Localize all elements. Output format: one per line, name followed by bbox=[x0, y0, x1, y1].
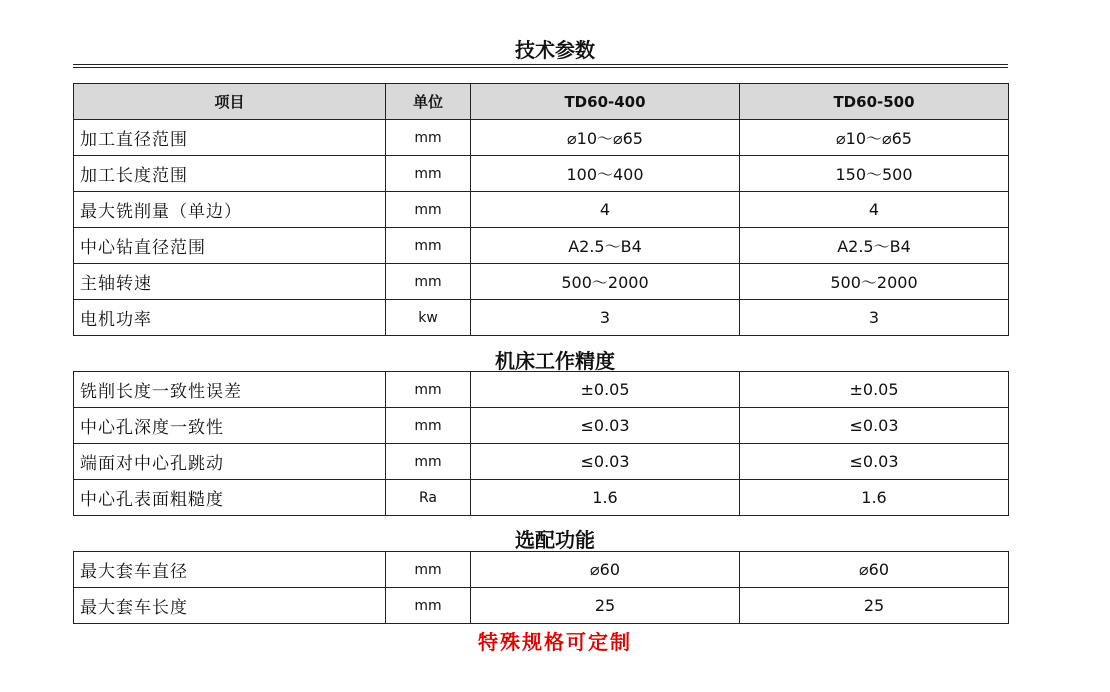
row-value-2: 1.6 bbox=[740, 480, 1009, 516]
options-section-title: 选配功能 bbox=[515, 528, 595, 552]
row-name: 主轴转速 bbox=[74, 264, 386, 300]
row-unit: mm bbox=[386, 120, 471, 156]
row-unit: mm bbox=[386, 156, 471, 192]
row-value-1: 100～400 bbox=[471, 156, 740, 192]
options-table bbox=[73, 551, 1009, 624]
row-value-2: A2.5～B4 bbox=[740, 228, 1009, 264]
table-row bbox=[74, 552, 1009, 588]
row-value-2: ±0.05 bbox=[740, 372, 1009, 408]
page-title: 技术参数 bbox=[515, 38, 595, 62]
row-value-2: ⌀10～⌀65 bbox=[740, 120, 1009, 156]
header-unit: 单位 bbox=[386, 84, 471, 120]
row-name: 加工长度范围 bbox=[74, 156, 386, 192]
row-unit: mm bbox=[386, 444, 471, 480]
row-name: 中心钻直径范围 bbox=[74, 228, 386, 264]
table-row bbox=[74, 408, 1009, 444]
header-model-2: TD60-500 bbox=[740, 84, 1009, 120]
row-value-1: 3 bbox=[471, 300, 740, 336]
custom-spec-note: 特殊规格可定制 bbox=[478, 630, 632, 654]
row-value-1: ⌀10～⌀65 bbox=[471, 120, 740, 156]
row-value-2: 150～500 bbox=[740, 156, 1009, 192]
row-value-2: 500～2000 bbox=[740, 264, 1009, 300]
row-unit: mm bbox=[386, 588, 471, 624]
row-value-1: ≤0.03 bbox=[471, 444, 740, 480]
row-name: 最大套车长度 bbox=[74, 588, 386, 624]
title-underline bbox=[73, 64, 1008, 65]
row-value-1: 4 bbox=[471, 192, 740, 228]
row-value-2: 3 bbox=[740, 300, 1009, 336]
row-name: 最大铣削量（单边） bbox=[74, 192, 386, 228]
table-row bbox=[74, 372, 1009, 408]
row-name: 端面对中心孔跳动 bbox=[74, 444, 386, 480]
row-value-1: A2.5～B4 bbox=[471, 228, 740, 264]
row-unit: mm bbox=[386, 264, 471, 300]
header-model-1: TD60-400 bbox=[471, 84, 740, 120]
table-row bbox=[74, 192, 1009, 228]
title-underline-2 bbox=[73, 67, 1008, 68]
row-unit: mm bbox=[386, 372, 471, 408]
row-name: 中心孔表面粗糙度 bbox=[74, 480, 386, 516]
tech-params-table bbox=[73, 83, 1009, 336]
row-unit: mm bbox=[386, 408, 471, 444]
row-unit: Ra bbox=[386, 480, 471, 516]
row-value-2: 25 bbox=[740, 588, 1009, 624]
table-row bbox=[74, 228, 1009, 264]
table-row bbox=[74, 300, 1009, 336]
row-value-1: 500～2000 bbox=[471, 264, 740, 300]
row-value-2: ≤0.03 bbox=[740, 408, 1009, 444]
row-value-1: ±0.05 bbox=[471, 372, 740, 408]
table-row bbox=[74, 588, 1009, 624]
table-row bbox=[74, 480, 1009, 516]
row-name: 加工直径范围 bbox=[74, 120, 386, 156]
precision-table bbox=[73, 371, 1009, 516]
row-name: 最大套车直径 bbox=[74, 552, 386, 588]
tech-rows bbox=[74, 120, 1009, 336]
table-row bbox=[74, 156, 1009, 192]
precision-section-title: 机床工作精度 bbox=[495, 349, 615, 373]
row-value-1: 25 bbox=[471, 588, 740, 624]
row-value-2: ≤0.03 bbox=[740, 444, 1009, 480]
row-value-1: ⌀60 bbox=[471, 552, 740, 588]
row-value-2: ⌀60 bbox=[740, 552, 1009, 588]
row-unit: mm bbox=[386, 192, 471, 228]
row-value-1: 1.6 bbox=[471, 480, 740, 516]
row-value-1: ≤0.03 bbox=[471, 408, 740, 444]
table-row bbox=[74, 264, 1009, 300]
row-name: 中心孔深度一致性 bbox=[74, 408, 386, 444]
row-name: 铣削长度一致性误差 bbox=[74, 372, 386, 408]
header-item: 项目 bbox=[74, 84, 386, 120]
row-unit: mm bbox=[386, 228, 471, 264]
table-row bbox=[74, 444, 1009, 480]
table-row bbox=[74, 120, 1009, 156]
row-value-2: 4 bbox=[740, 192, 1009, 228]
table-header-row bbox=[74, 84, 1009, 120]
row-unit: mm bbox=[386, 552, 471, 588]
row-name: 电机功率 bbox=[74, 300, 386, 336]
row-unit: kw bbox=[386, 300, 471, 336]
